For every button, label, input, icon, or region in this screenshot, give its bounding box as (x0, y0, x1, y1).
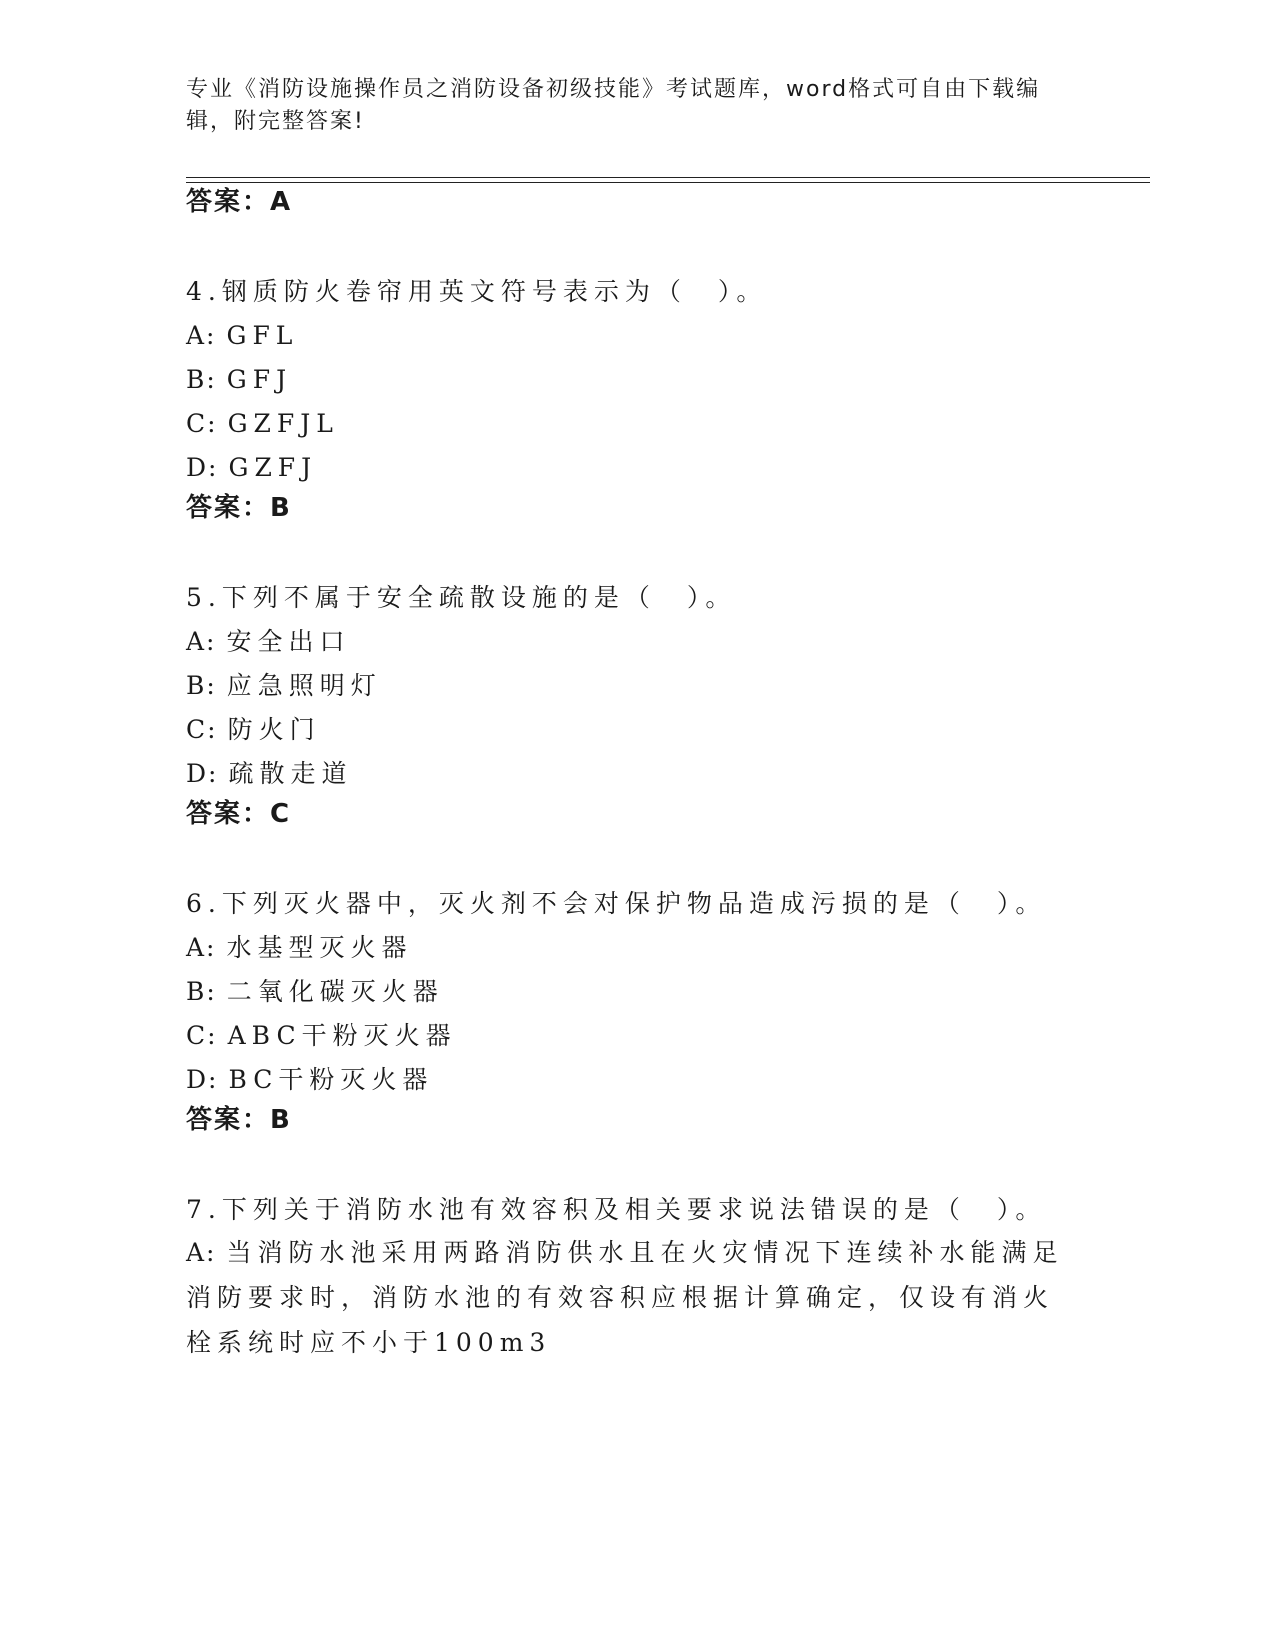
question-4-option-b (186, 362, 292, 398)
option-label: C: (186, 409, 218, 438)
option-label: A: (186, 1238, 217, 1267)
option-label: C: (186, 715, 218, 744)
option-label: B: (186, 977, 217, 1006)
answer-q3: 答案：A (186, 187, 293, 217)
option-text: BC干粉灭火器 (228, 1065, 434, 1094)
option-text: GFL (226, 321, 299, 350)
answer-q6: 答案：B (186, 1105, 292, 1135)
question-4-option-a (186, 318, 298, 354)
question-6-title: 6.下列灭火器中，灭火剂不会对保护物品造成污损的是（ ）。 (186, 889, 1047, 918)
option-label: C: (186, 1021, 218, 1050)
option-label: B: (186, 671, 217, 700)
document-header: 专业《消防设施操作员之消防设备初级技能》考试题库，word格式可自由下载编辑，附完整答案! (186, 77, 1041, 134)
option-text: 水基型灭火器 (226, 933, 413, 962)
question-5-option-c (186, 712, 321, 748)
header-divider-thick (186, 182, 1150, 183)
option-text: GZFJL (227, 409, 339, 438)
question-5-option-b (186, 668, 382, 704)
option-text: GZFJ (228, 453, 318, 482)
option-label: D: (186, 1065, 219, 1094)
question-7-title: 7.下列关于消防水池有效容积及相关要求说法错误的是（ ）。 (186, 1195, 1047, 1224)
option-text: 应急照明灯 (226, 671, 382, 700)
option-text: 疏散走道 (228, 759, 353, 788)
option-label: B: (186, 365, 217, 394)
option-label: D: (186, 453, 219, 482)
option-text: 防火门 (227, 715, 321, 744)
option-label: A: (186, 321, 217, 350)
option-text: 二氧化碳灭火器 (226, 977, 444, 1006)
question-6-option-c (186, 1018, 457, 1054)
question-6-option-a (186, 930, 413, 966)
option-label: A: (186, 627, 217, 656)
option-label: A: (186, 933, 217, 962)
question-4-title: 4.钢质防火卷帘用英文符号表示为（ ）。 (186, 277, 768, 306)
option-text: 安全出口 (226, 627, 351, 656)
question-5-option-a (186, 624, 351, 660)
option-text: ABC干粉灭火器 (227, 1021, 457, 1050)
question-4-option-d (186, 450, 317, 486)
header-divider-thin (186, 177, 1150, 178)
option-text: GFJ (226, 365, 293, 394)
answer-q5: 答案：C (186, 799, 292, 829)
option-text: 当消防水池采用两路消防供水且在火灾情况下连续补水能满足消防要求时，消防水池的有效容积应根据计算确定，仅设有消火栓系统时应不小于100m3 (186, 1238, 1064, 1357)
question-6-option-d (186, 1062, 433, 1098)
option-label: D: (186, 759, 219, 788)
question-7-option-a (186, 1230, 1066, 1365)
answer-q4: 答案：B (186, 493, 292, 523)
question-6-option-b (186, 974, 444, 1010)
question-4-option-c (186, 406, 339, 442)
question-5-title: 5.下列不属于安全疏散设施的是（ ）。 (186, 583, 737, 612)
question-5-option-d (186, 756, 352, 792)
